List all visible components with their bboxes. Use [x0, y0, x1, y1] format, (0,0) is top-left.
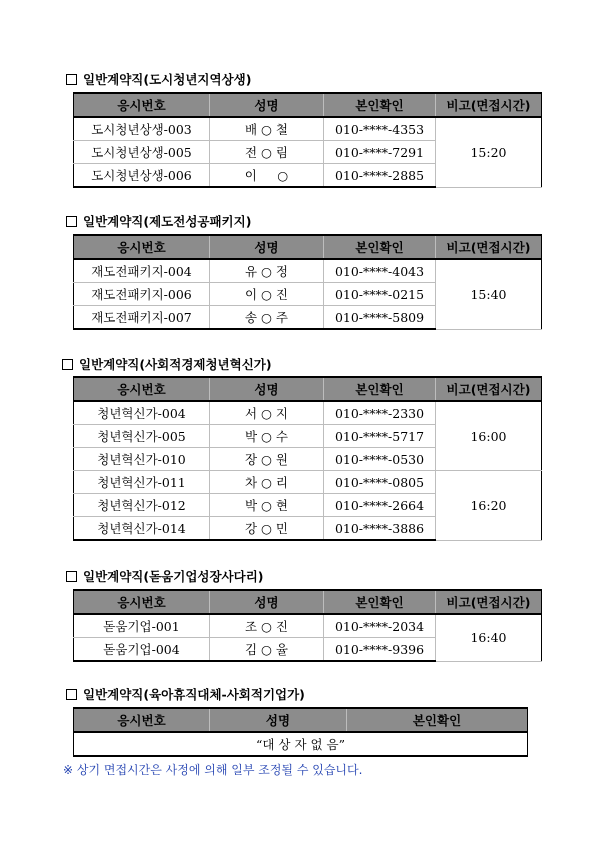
cell-exam-no: 청년혁신가-014	[74, 517, 210, 541]
cell-name: 이 ○	[210, 164, 324, 188]
cell-verify: 010-****-0805	[324, 471, 436, 494]
table-social-economy	[73, 376, 542, 541]
header-remarks: 비고(면접시간)	[436, 590, 542, 614]
checkbox-square-icon	[66, 689, 77, 700]
cell-interview-time: 15:20	[436, 117, 542, 187]
cell-exam-no: 청년혁신가-004	[74, 401, 210, 425]
header-exam-no: 응시번호	[74, 235, 210, 259]
cell-verify: 010-****-4353	[324, 117, 436, 141]
section-title-text: 일반계약직(돋움기업성장사다리)	[83, 569, 264, 584]
cell-name: 박 ○ 현	[210, 494, 324, 517]
table-restart	[73, 234, 542, 330]
table-row	[74, 117, 542, 141]
cell-name: 강 ○ 민	[210, 517, 324, 541]
cell-exam-no: 도시청년상생-006	[74, 164, 210, 188]
table-row	[74, 259, 542, 283]
cell-verify: 010-****-9396	[324, 638, 436, 662]
section-title-growth-ladder	[66, 567, 263, 585]
cell-exam-no: 청년혁신가-011	[74, 471, 210, 494]
cell-exam-no: 돋움기업-004	[74, 638, 210, 662]
header-name: 성명	[210, 708, 347, 732]
cell-verify: 010-****-7291	[324, 141, 436, 164]
cell-interview-time: 16:40	[436, 614, 542, 661]
cell-verify: 010-****-5809	[324, 306, 436, 330]
header-remarks: 비고(면접시간)	[436, 93, 542, 117]
header-remarks: 비고(면접시간)	[436, 377, 542, 401]
table-growth-ladder	[73, 589, 542, 662]
header-exam-no: 응시번호	[74, 708, 210, 732]
cell-name: 이 ○ 진	[210, 283, 324, 306]
cell-verify: 010-****-0530	[324, 448, 436, 471]
checkbox-square-icon	[66, 74, 77, 85]
table-row	[74, 471, 542, 494]
cell-name: 전 ○ 림	[210, 141, 324, 164]
header-verify: 본인확인	[324, 590, 436, 614]
header-verify: 본인확인	[324, 235, 436, 259]
section-title-social-economy	[62, 355, 272, 373]
table-row	[74, 732, 528, 756]
section-title-restart	[66, 212, 251, 230]
cell-exam-no: 청년혁신가-010	[74, 448, 210, 471]
cell-exam-no: 도시청년상생-003	[74, 117, 210, 141]
cell-name: 송 ○ 주	[210, 306, 324, 330]
cell-interview-time: 16:00	[436, 401, 542, 471]
table-header-row	[74, 235, 542, 259]
table-header-row	[74, 93, 542, 117]
table-header-row	[74, 708, 528, 732]
cell-verify: 010-****-2664	[324, 494, 436, 517]
header-name: 성명	[210, 93, 324, 117]
section-title-urban-youth	[66, 70, 251, 88]
table-row	[74, 401, 542, 425]
cell-exam-no: 재도전패키지-007	[74, 306, 210, 330]
section-title-parental-leave	[66, 685, 305, 703]
header-verify: 본인확인	[347, 708, 528, 732]
cell-no-applicants: “대 상 자 없 음”	[74, 732, 528, 756]
cell-verify: 010-****-0215	[324, 283, 436, 306]
cell-exam-no: 도시청년상생-005	[74, 141, 210, 164]
cell-verify: 010-****-2034	[324, 614, 436, 638]
footnote: ※ 상기 면접시간은 사정에 의해 일부 조정될 수 있습니다.	[63, 763, 363, 777]
table-urban-youth	[73, 92, 542, 188]
cell-exam-no: 청년혁신가-012	[74, 494, 210, 517]
checkbox-square-icon	[66, 571, 77, 582]
cell-name: 배 ○ 철	[210, 117, 324, 141]
header-exam-no: 응시번호	[74, 590, 210, 614]
cell-name: 차 ○ 리	[210, 471, 324, 494]
cell-name: 박 ○ 수	[210, 425, 324, 448]
header-verify: 본인확인	[324, 93, 436, 117]
header-verify: 본인확인	[324, 377, 436, 401]
section-title-text: 일반계약직(육아휴직대체-사회적기업가)	[83, 687, 305, 702]
cell-exam-no: 재도전패키지-006	[74, 283, 210, 306]
cell-name: 조 ○ 진	[210, 614, 324, 638]
cell-exam-no: 돋움기업-001	[74, 614, 210, 638]
header-name: 성명	[210, 377, 324, 401]
header-name: 성명	[210, 590, 324, 614]
cell-name: 김 ○ 율	[210, 638, 324, 662]
cell-name: 장 ○ 원	[210, 448, 324, 471]
cell-verify: 010-****-4043	[324, 259, 436, 283]
header-remarks: 비고(면접시간)	[436, 235, 542, 259]
header-name: 성명	[210, 235, 324, 259]
table-header-row	[74, 590, 542, 614]
cell-interview-time: 16:20	[436, 471, 542, 541]
checkbox-square-icon	[62, 359, 73, 370]
cell-exam-no: 청년혁신가-005	[74, 425, 210, 448]
cell-verify: 010-****-3886	[324, 517, 436, 541]
table-parental-leave	[73, 707, 528, 757]
section-title-text: 일반계약직(도시청년지역상생)	[83, 72, 252, 87]
header-exam-no: 응시번호	[74, 93, 210, 117]
cell-name: 서 ○ 지	[210, 401, 324, 425]
table-header-row	[74, 377, 542, 401]
section-title-text: 일반계약직(제도전성공패키지)	[83, 214, 252, 229]
checkbox-square-icon	[66, 216, 77, 227]
table-row	[74, 614, 542, 638]
cell-verify: 010-****-5717	[324, 425, 436, 448]
header-exam-no: 응시번호	[74, 377, 210, 401]
cell-verify: 010-****-2885	[324, 164, 436, 188]
cell-verify: 010-****-2330	[324, 401, 436, 425]
cell-name: 유 ○ 정	[210, 259, 324, 283]
section-title-text: 일반계약직(사회적경제청년혁신가)	[79, 357, 272, 372]
cell-exam-no: 재도전패키지-004	[74, 259, 210, 283]
cell-interview-time: 15:40	[436, 259, 542, 329]
